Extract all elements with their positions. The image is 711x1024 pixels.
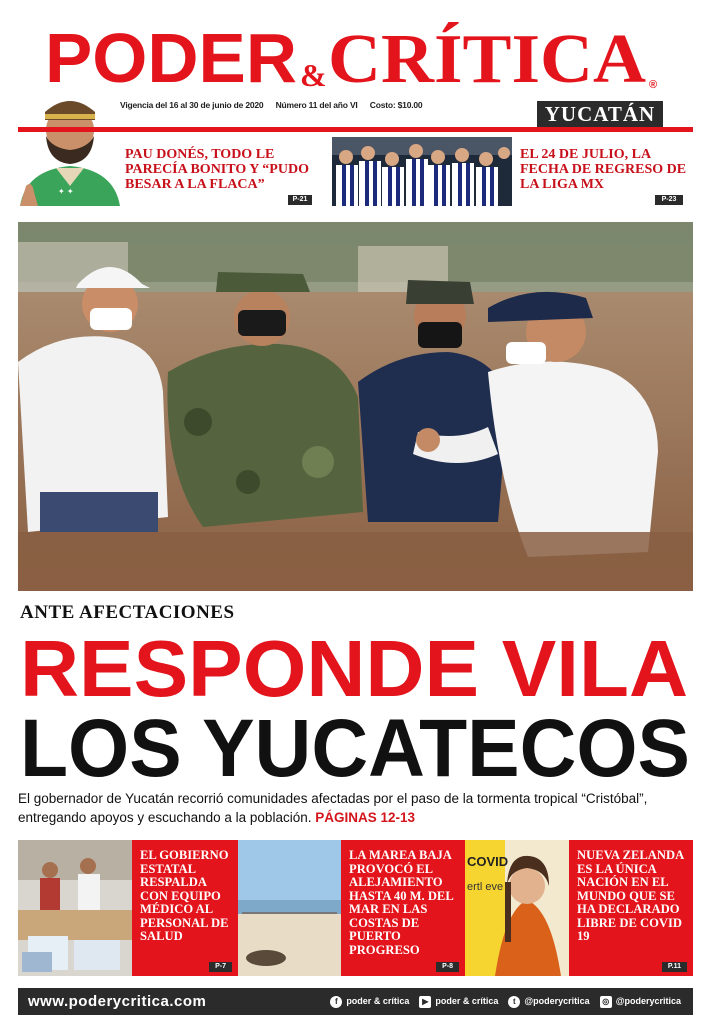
teaser-pau-dones[interactable]: PAU DONÉS, TODO LE PARECÍA BONITO Y “PUDO BESAR A LA FLACA” bbox=[125, 147, 309, 192]
brand-left: PODER bbox=[45, 19, 297, 96]
footer-bar bbox=[18, 988, 693, 1015]
social-twitter[interactable] bbox=[508, 988, 589, 1015]
card-tide-text: LA MAREA BAJA PROVOCÓ EL ALEJAMIENTO HASTA 40 M. DEL MAR EN LAS COSTAS DE PUERTO PROGRESO bbox=[349, 848, 454, 957]
headline-text-1: RESPONDE VILA bbox=[20, 624, 688, 702]
brand-right: CRÍTICA bbox=[328, 21, 647, 96]
twitter-handle: @poderycritica bbox=[524, 996, 590, 1006]
validity-text: Vigencia del 16 al 30 de junio de 2020 bbox=[120, 100, 264, 110]
teaser-page-tag: P-21 bbox=[288, 195, 312, 205]
website-link[interactable]: www.poderycritica.com bbox=[28, 993, 207, 1010]
teaser-portrait-image[interactable] bbox=[18, 82, 122, 206]
issue-number: Número 11 del año VI bbox=[275, 100, 358, 110]
youtube-handle: poder & crítica bbox=[435, 996, 499, 1006]
teaser-soccer-image[interactable] bbox=[332, 137, 512, 206]
summary-text: El gobernador de Yucatán recorrió comunidades afectadas por el paso de la tormenta tropical “Cristóbal”, entregando apoyos y escuchando a la población. bbox=[18, 791, 648, 825]
facebook-handle: poder & crítica bbox=[346, 996, 410, 1006]
issue-cost: Costo: $10.00 bbox=[369, 100, 423, 110]
youtube-icon: ▶ bbox=[419, 996, 431, 1008]
headline-text-2: LOS YUCATECOS bbox=[20, 703, 690, 782]
teaser-page-tag: P-23 bbox=[655, 195, 683, 205]
instagram-icon: ◎ bbox=[600, 996, 612, 1008]
twitter-icon: t bbox=[508, 996, 520, 1008]
instagram-handle: @poderycritica bbox=[615, 996, 681, 1006]
summary-pages-link[interactable]: PÁGINAS 12-13 bbox=[315, 810, 416, 825]
brand-amp: & bbox=[300, 57, 327, 93]
facebook-icon: f bbox=[330, 996, 342, 1008]
card-nz-text: NUEVA ZELANDA ES LA ÚNICA NACIÓN EN EL MUNDO QUE SE HA DECLARADO LIBRE DE COVID 19 bbox=[577, 848, 684, 943]
card-nz-photo[interactable] bbox=[465, 840, 569, 976]
masthead-divider bbox=[18, 127, 693, 132]
card-page-tag: P-7 bbox=[209, 962, 232, 972]
card-page-tag: P.11 bbox=[662, 962, 687, 972]
nz-sign-covid: COVID bbox=[467, 854, 509, 869]
card-medical-text: EL GOBIERNO ESTATAL RESPALDA CON EQUIPO MÉDICO AL PERSONAL DE SALUD bbox=[140, 848, 229, 943]
headline-line-2 bbox=[18, 700, 693, 782]
social-youtube[interactable] bbox=[419, 988, 498, 1015]
social-instagram[interactable] bbox=[600, 988, 681, 1015]
card-medical[interactable] bbox=[132, 840, 238, 976]
card-medical-photo[interactable] bbox=[18, 840, 132, 976]
card-tide[interactable] bbox=[341, 840, 465, 976]
svg-text:✦ ✦: ✦ ✦ bbox=[58, 187, 74, 196]
headline-kicker: ANTE AFECTACIONES bbox=[20, 602, 235, 623]
card-tide-photo[interactable] bbox=[238, 840, 341, 976]
cover-summary bbox=[18, 789, 698, 827]
issue-meta bbox=[120, 100, 432, 110]
social-links bbox=[330, 988, 681, 1015]
registered-mark: ® bbox=[649, 79, 658, 91]
teaser-liga-mx[interactable]: EL 24 DE JULIO, LA FECHA DE REGRESO DE LA LIGA MX bbox=[520, 147, 687, 192]
card-nz[interactable] bbox=[569, 840, 693, 976]
region-badge: YUCATÁN bbox=[537, 101, 663, 127]
headline-line-1 bbox=[18, 622, 693, 702]
nz-sign-lines: ertl eve bbox=[467, 881, 504, 893]
masthead-logo bbox=[45, 12, 665, 96]
card-page-tag: P-8 bbox=[436, 962, 459, 972]
social-facebook[interactable] bbox=[330, 988, 409, 1015]
hero-photo[interactable] bbox=[18, 222, 693, 591]
